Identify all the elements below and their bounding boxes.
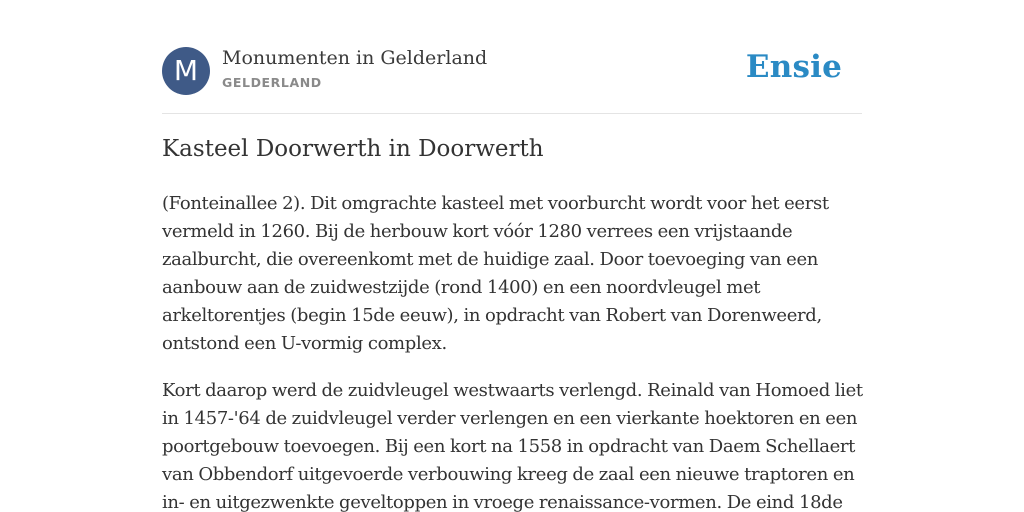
source-subtitle[interactable]: GELDERLAND — [222, 75, 322, 90]
text-line: zaalburcht, die overeenkomt met de huidige zaal. Door toevoeging van een — [162, 249, 819, 270]
source-header — [162, 45, 862, 97]
paragraph-2 — [162, 377, 862, 512]
text-line: vermeld in 1260. Bij de herbouw kort vóór 1280 verrees een vrijstaande — [162, 221, 793, 242]
brand-logo[interactable]: Ensie — [745, 49, 842, 85]
paragraph-1 — [162, 190, 862, 358]
article-body — [162, 190, 862, 512]
text-line: (Fonteinallee 2). Dit omgrachte kasteel met voorburcht wordt voor het eerst — [162, 193, 829, 214]
source-avatar[interactable]: M — [162, 47, 210, 95]
text-line: poortgebouw toevoegen. Bij een kort na 1558 in opdracht van Daem Schellaert — [162, 436, 856, 457]
text-line: van Obbendorf uitgevoerde verbouwing kreeg de zaal een nieuwe traptoren en — [162, 464, 855, 485]
source-title[interactable]: Monumenten in Gelderland — [222, 47, 488, 69]
text-line: arkeltorentjes (begin 15de eeuw), in opdracht van Robert van Dorenweerd, — [162, 305, 822, 326]
text-line: aanbouw aan de zuidwestzijde (rond 1400) en een noordvleugel met — [162, 277, 761, 298]
header-divider — [162, 113, 862, 114]
text-line: Kort daarop werd de zuidvleugel westwaarts verlengd. Reinald van Homoed liet — [162, 380, 863, 401]
text-line: ontstond een U-vormig complex. — [162, 333, 447, 354]
article-title: Kasteel Doorwerth in Doorwerth — [162, 136, 544, 162]
text-line: in 1457-'64 de zuidvleugel verder verlengen en een vierkante hoektoren en een — [162, 408, 858, 429]
text-line: in- en uitgezwenkte geveltoppen in vroege renaissance-vormen. De eind 18de — [162, 492, 843, 512]
